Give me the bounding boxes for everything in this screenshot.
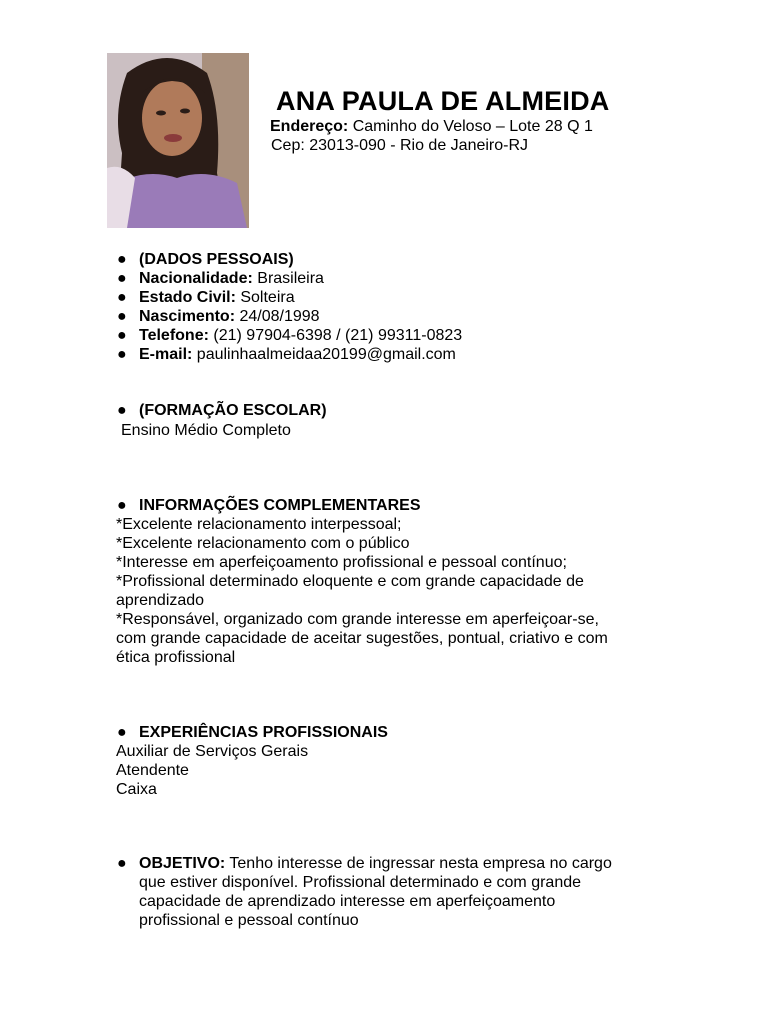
candidate-name: ANA PAULA DE ALMEIDA bbox=[276, 86, 610, 116]
experience-item: Caixa bbox=[116, 781, 157, 798]
bullet-icon: ● bbox=[117, 289, 127, 306]
experience-item: Auxiliar de Serviços Gerais bbox=[116, 743, 309, 760]
item-label: Estado Civil: bbox=[139, 289, 236, 306]
complementary-line: com grande capacidade de aceitar sugestões, pontual, criativo e com bbox=[116, 630, 608, 647]
profile-photo bbox=[107, 53, 249, 228]
complementary-line: *Excelente relacionamento com o público bbox=[116, 535, 410, 552]
bullet-icon: ● bbox=[117, 308, 127, 325]
complementary-line: *Excelente relacionamento interpessoal; bbox=[116, 516, 402, 533]
experience-heading-item bbox=[117, 723, 388, 742]
bullet-icon: ● bbox=[117, 251, 127, 268]
objective-line: Tenho interesse de ingressar nesta empresa no cargo bbox=[229, 855, 612, 872]
personal-item-email bbox=[117, 345, 456, 364]
objective-label: OBJETIVO: bbox=[139, 855, 226, 872]
item-label: Telefone: bbox=[139, 327, 209, 344]
experience-item: Atendente bbox=[116, 762, 189, 779]
personal-item-phone bbox=[117, 326, 462, 345]
bullet-icon: ● bbox=[117, 346, 127, 363]
bullet-icon: ● bbox=[117, 855, 127, 872]
complementary-heading: INFORMAÇÕES COMPLEMENTARES bbox=[139, 497, 421, 514]
cep-line: Cep: 23013-090 - Rio de Janeiro-RJ bbox=[271, 137, 529, 154]
complementary-line: *Interesse em aperfeiçoamento profissional e pessoal contínuo; bbox=[116, 554, 567, 571]
objective-line: capacidade de aprendizado interesse em aperfeiçoamento bbox=[139, 893, 556, 910]
bullet-icon: ● bbox=[117, 327, 127, 344]
personal-heading-item bbox=[117, 250, 294, 269]
complementary-heading-item bbox=[117, 496, 420, 515]
education-heading-item bbox=[117, 401, 327, 420]
education-heading: (FORMAÇÃO ESCOLAR) bbox=[139, 402, 327, 419]
experience-heading: EXPERIÊNCIAS PROFISSIONAIS bbox=[139, 724, 388, 741]
item-value: (21) 97904-6398 / (21) 99311-0823 bbox=[213, 327, 463, 344]
complementary-line: aprendizado bbox=[116, 592, 205, 609]
item-value: 24/08/1998 bbox=[239, 308, 320, 325]
objective-line: profissional e pessoal contínuo bbox=[139, 912, 359, 929]
personal-item-civil-status bbox=[117, 288, 295, 307]
item-label: E-mail: bbox=[139, 346, 193, 363]
address-line bbox=[270, 118, 593, 136]
address-value: Caminho do Veloso – Lote 28 Q 1 bbox=[352, 118, 593, 135]
complementary-line: *Responsável, organizado com grande interesse em aperfeiçoar-se, bbox=[116, 611, 599, 628]
objective-item bbox=[117, 854, 612, 873]
item-value: Solteira bbox=[240, 289, 295, 306]
personal-heading: (DADOS PESSOAIS) bbox=[139, 251, 294, 268]
address-label: Endereço: bbox=[270, 118, 349, 135]
complementary-line: ética profissional bbox=[116, 649, 236, 666]
complementary-line: *Profissional determinado eloquente e com grande capacidade de bbox=[116, 573, 584, 590]
objective-line: que estiver disponível. Profissional determinado e com grande bbox=[139, 874, 582, 891]
bullet-icon: ● bbox=[117, 724, 127, 741]
item-value: paulinhaalmeidaa20199@gmail.com bbox=[196, 346, 456, 363]
personal-item-birth bbox=[117, 307, 320, 326]
item-value: Brasileira bbox=[257, 270, 324, 287]
item-label: Nacionalidade: bbox=[139, 270, 253, 287]
education-value: Ensino Médio Completo bbox=[121, 422, 291, 439]
personal-item-nationality bbox=[117, 269, 324, 288]
bullet-icon: ● bbox=[117, 270, 127, 287]
item-label: Nascimento: bbox=[139, 308, 236, 325]
bullet-icon: ● bbox=[117, 497, 127, 514]
bullet-icon: ● bbox=[117, 402, 127, 419]
